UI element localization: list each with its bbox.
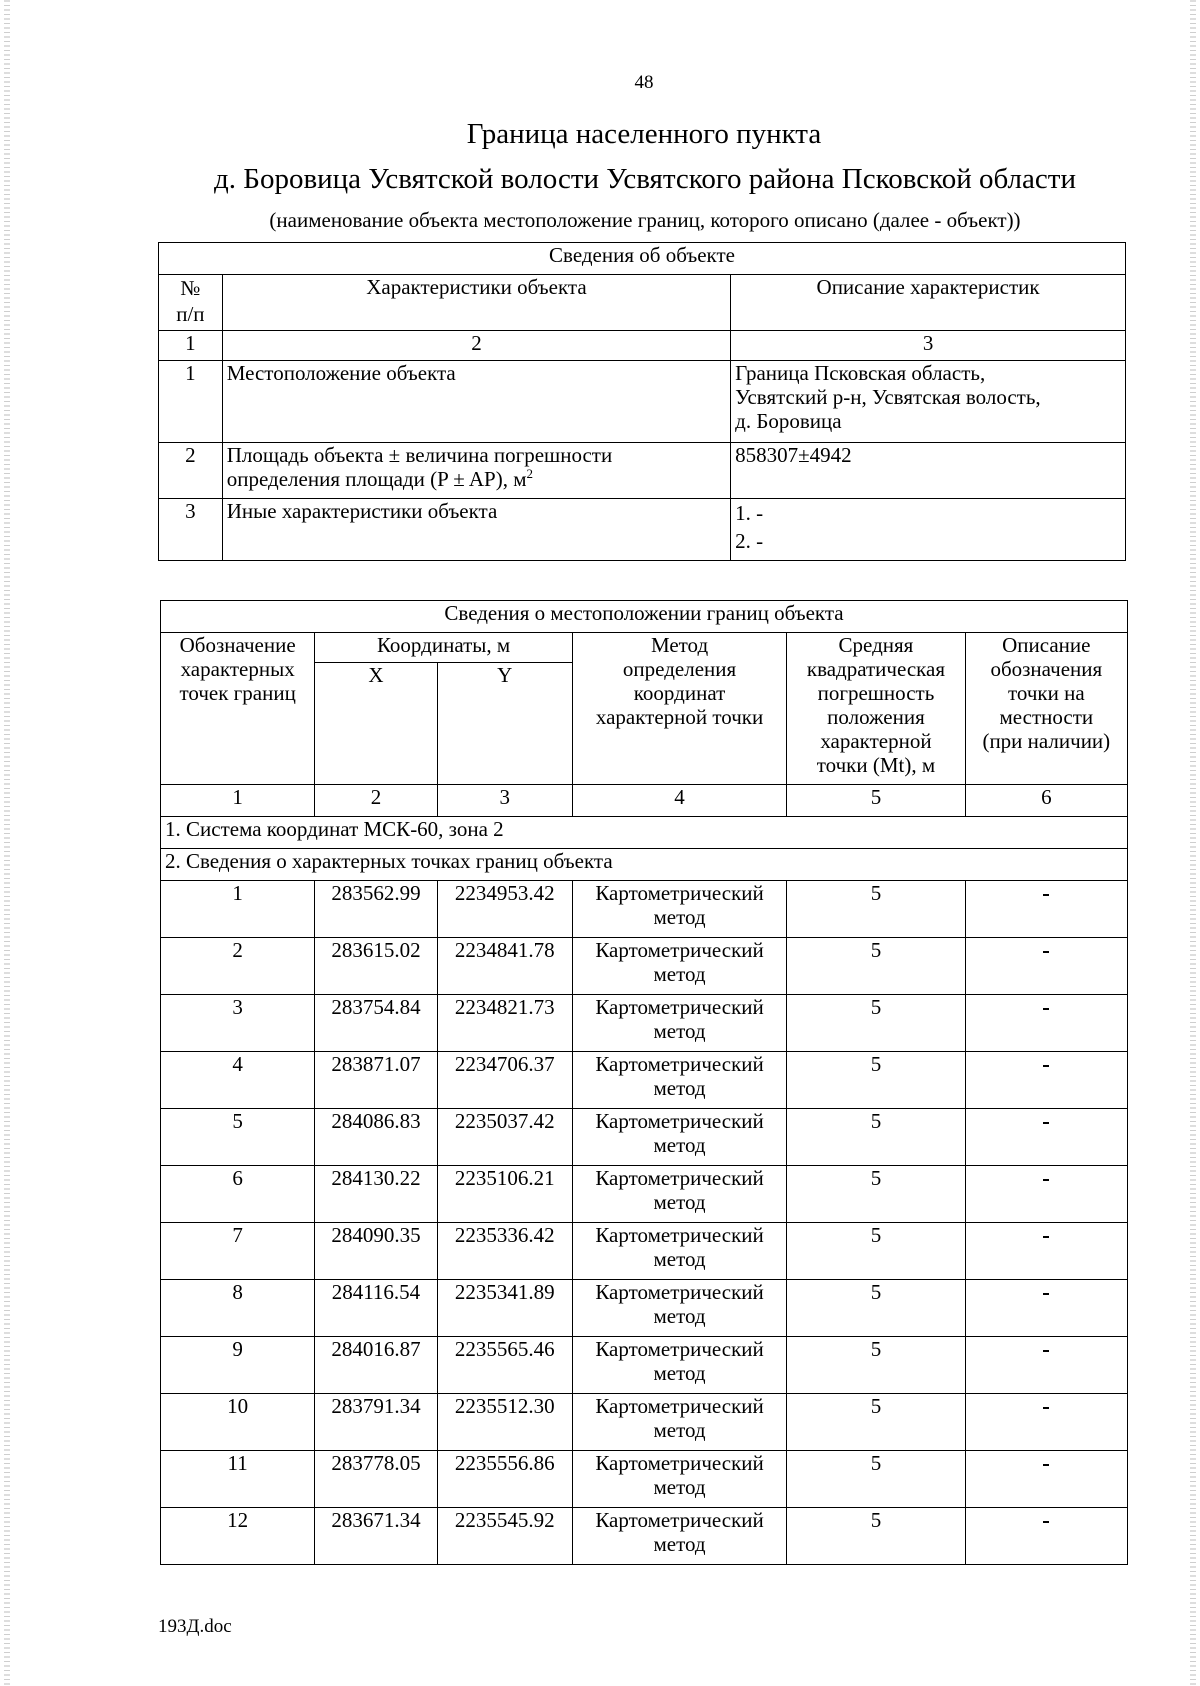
method: Картометрический метод [572,995,786,1052]
file-name: 193Д.doc [158,1616,232,1637]
point-description [965,1166,1127,1223]
coord-y: 2234841.78 [437,938,572,995]
header-characteristic: Характеристики объекта [222,275,730,331]
dash [1043,1350,1049,1352]
table-row [161,1394,1128,1451]
document-title: Граница населенного пункта [466,118,822,150]
header-y: Y [437,663,572,785]
coord-y: 2235556.86 [437,1451,572,1508]
dash [1043,1236,1049,1238]
point-description [965,1109,1127,1166]
table-row: 3 Иные характеристики объекта 1. - 2. - [159,499,1126,561]
dash [1043,1407,1049,1409]
point-number: 3 [161,995,315,1052]
coord-x: 283791.34 [315,1394,437,1451]
dash [1043,1464,1049,1466]
coord-y: 2234821.73 [437,995,572,1052]
method: Картометрический метод [572,1223,786,1280]
method: Картометрический метод [572,1109,786,1166]
table-caption: Сведения об объекте [159,243,1126,275]
coord-x: 283778.05 [315,1451,437,1508]
table-row [161,995,1128,1052]
mean-error: 5 [787,1508,965,1565]
point-description [965,881,1127,938]
dash [1043,1122,1049,1124]
method: Картометрический метод [572,1166,786,1223]
coord-y: 2235545.92 [437,1508,572,1565]
dash [1043,894,1049,896]
mean-error: 5 [787,1166,965,1223]
mean-error: 5 [787,995,965,1052]
method: Картометрический метод [572,1052,786,1109]
col-number: 3 [731,331,1126,361]
header-method: Метод определения координат характерной точки [572,633,786,785]
method: Картометрический метод [572,881,786,938]
table-row [161,1109,1128,1166]
coord-y: 2235341.89 [437,1280,572,1337]
table-row [161,1508,1128,1565]
mean-error: 5 [787,1280,965,1337]
method: Картометрический метод [572,938,786,995]
table-row [161,881,1128,938]
mean-error: 5 [787,1451,965,1508]
header-description: Описание обозначения точки на местности (при наличии) [965,633,1127,785]
header-point: Обозначение характерных точек границ [161,633,315,785]
point-number: 10 [161,1394,315,1451]
dash [1043,1293,1049,1295]
point-number: 8 [161,1280,315,1337]
section-coordinate-system: 1. Система координат МСК-60, зона 2 [161,817,1128,849]
boundary-points-table [160,600,1128,1565]
method: Картометрический метод [572,1280,786,1337]
coord-y: 2235106.21 [437,1166,572,1223]
point-description [965,1394,1127,1451]
table-row [161,1337,1128,1394]
mean-error: 5 [787,1109,965,1166]
point-number: 7 [161,1223,315,1280]
mean-error: 5 [787,1223,965,1280]
table-row [161,1223,1128,1280]
characteristic-value: 1. - 2. - [731,499,1126,561]
point-number: 2 [161,938,315,995]
page-number: 48 [634,72,654,93]
table-caption: Сведения о местоположении границ объекта [161,601,1128,633]
coord-x: 283754.84 [315,995,437,1052]
coord-x: 283562.99 [315,881,437,938]
coord-x: 284016.87 [315,1337,437,1394]
point-description [965,995,1127,1052]
object-info-table [158,242,1126,561]
coord-y: 2234706.37 [437,1052,572,1109]
coord-y: 2235512.30 [437,1394,572,1451]
coord-y: 2234953.42 [437,881,572,938]
table-row [161,1280,1128,1337]
point-number: 11 [161,1451,315,1508]
method: Картометрический метод [572,1337,786,1394]
point-number: 6 [161,1166,315,1223]
table-row [161,1166,1128,1223]
coord-y: 2235336.42 [437,1223,572,1280]
document-title-object: д. Боровица Усвятской волости Усвятского района Псковской области [214,163,1076,195]
column-numbers-row: 1 2 3 4 5 6 [161,785,1128,817]
point-number: 9 [161,1337,315,1394]
coord-x: 284090.35 [315,1223,437,1280]
characteristic-value: 858307±4942 [731,443,1126,499]
col-number: 1 [159,331,223,361]
scan-edge-left [4,0,10,1686]
coord-x: 284130.22 [315,1166,437,1223]
point-description [965,1508,1127,1565]
point-description [965,1280,1127,1337]
header-coordinates: Координаты, м [315,633,573,663]
coord-x: 283871.07 [315,1052,437,1109]
characteristic-name: Иные характеристики объекта [222,499,730,561]
mean-error: 5 [787,1337,965,1394]
dash [1043,1521,1049,1523]
table-row [161,938,1128,995]
mean-error: 5 [787,938,965,995]
mean-error: 5 [787,881,965,938]
dash [1043,1179,1049,1181]
table-row: 2 Площадь объекта ± величина погрешности определения площади (P ± AP), $м^2$ 858307±4942 [159,443,1126,499]
table-row [161,1052,1128,1109]
point-number: 12 [161,1508,315,1565]
header-number: № п/п [159,275,223,331]
characteristic-value: Граница Псковская область, Усвятский р-н, Усвятская волость, д. Боровица [731,361,1126,443]
scan-edge-right [1190,0,1196,1686]
coord-x: 284086.83 [315,1109,437,1166]
table-row [161,1451,1128,1508]
section-points-info: 2. Сведения о характерных точках границ объекта [161,849,1128,881]
table-row: 1 Местоположение объекта Граница Псковская область, Усвятский р-н, Усвятская волость, д. Боровица [159,361,1126,443]
dash [1043,1008,1049,1010]
coord-x: 283671.34 [315,1508,437,1565]
point-description [965,938,1127,995]
method: Картометрический метод [572,1394,786,1451]
document-subtitle: (наименование объекта местоположение границ, которого описано (далее - объект)) [269,208,1021,232]
method: Картометрический метод [572,1451,786,1508]
point-description [965,1451,1127,1508]
coord-x: 283615.02 [315,938,437,995]
method: Картометрический метод [572,1508,786,1565]
coord-y: 2235037.42 [437,1109,572,1166]
characteristic-name: Площадь объекта ± величина погрешности определения площади (P ± AP), $м^2$ [222,443,730,499]
mean-error: 5 [787,1394,965,1451]
point-number: 1 [161,881,315,938]
col-number: 2 [222,331,730,361]
point-description [965,1052,1127,1109]
dash [1043,951,1049,953]
coord-x: 284116.54 [315,1280,437,1337]
point-description [965,1337,1127,1394]
point-description [965,1223,1127,1280]
characteristic-name: Местоположение объекта [222,361,730,443]
header-error: Средняя квадратическая погрешность положения характерной точки (Mt), м [787,633,965,785]
point-number: 5 [161,1109,315,1166]
dash [1043,1065,1049,1067]
point-number: 4 [161,1052,315,1109]
mean-error: 5 [787,1052,965,1109]
header-x: X [315,663,437,785]
header-description: Описание характеристик [731,275,1126,331]
coord-y: 2235565.46 [437,1337,572,1394]
